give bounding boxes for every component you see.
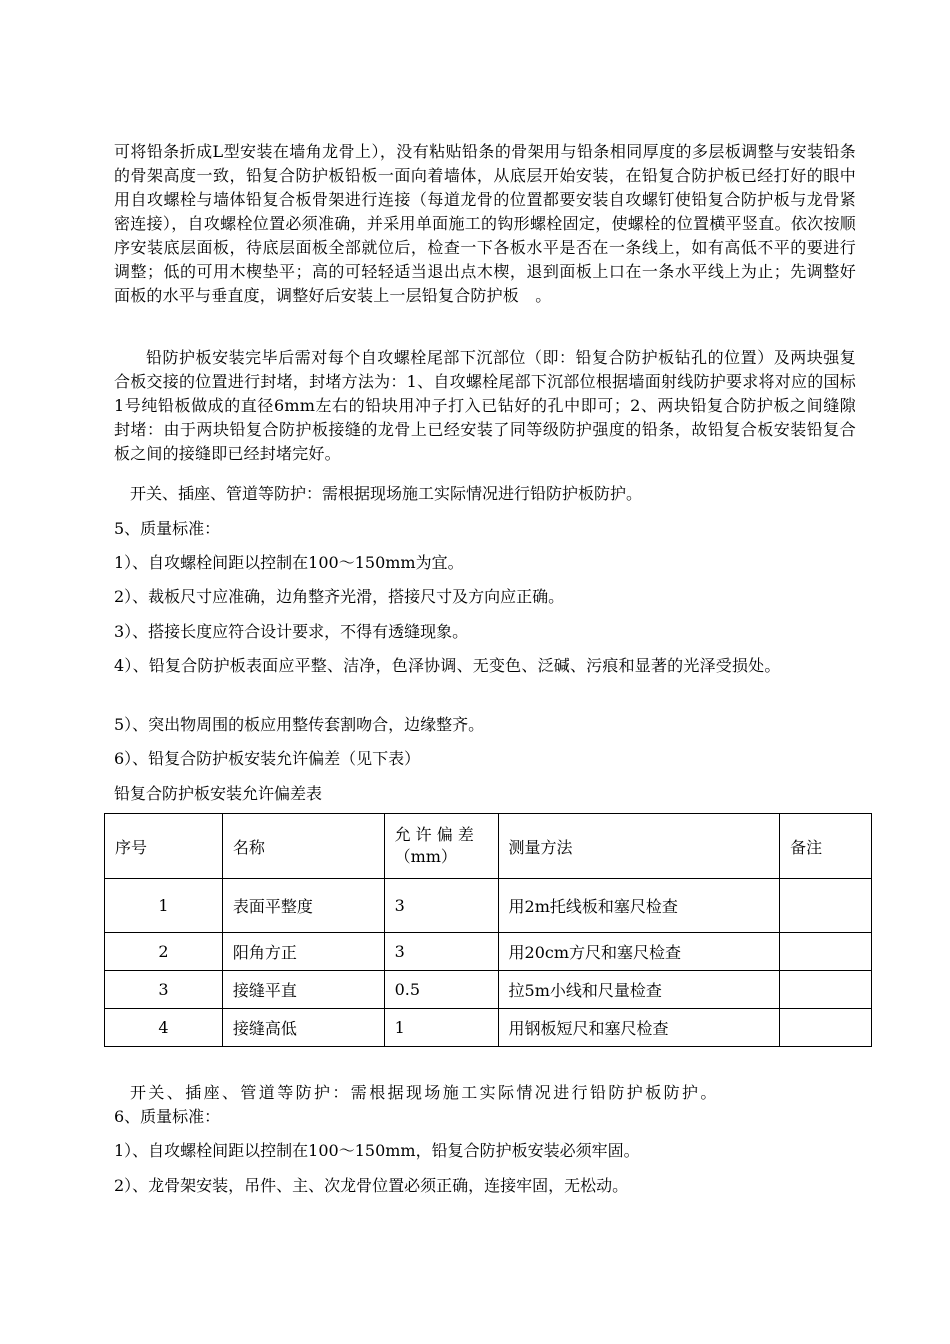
cell-method: 用钢板短尺和塞尺检查 (498, 1009, 780, 1047)
cell-method: 用20cm方尺和塞尺检查 (498, 933, 780, 971)
table-caption: 铅复合防护板安装允许偏差表 (114, 784, 323, 803)
cell-tolerance: 3 (384, 879, 498, 933)
quality-heading-6: 6、质量标准： (114, 1107, 221, 1126)
paragraph-switch-protection: 开关、插座、管道等防护：需根据现场施工实际情况进行铅防护板防护。 (130, 484, 643, 503)
cell-tolerance: 3 (384, 933, 498, 971)
table-row (105, 971, 872, 1009)
quality-heading-5: 5、质量标准： (114, 519, 221, 538)
cell-note (780, 933, 872, 971)
header-cell: 名称 (222, 814, 384, 879)
cell-name: 接缝平直 (222, 971, 384, 1009)
header-cell: 测量方法 (498, 814, 780, 879)
table-row (105, 1009, 872, 1047)
table-header-row (105, 814, 872, 879)
table-row (105, 879, 872, 933)
table-row (105, 933, 872, 971)
cell-index: 2 (105, 933, 223, 971)
header-cell: 序号 (105, 814, 223, 879)
quality-item: 5）、突出物周围的板应用整传套割吻合，边缘整齐。 (114, 715, 485, 734)
quality-item: 1）、自攻螺栓间距以控制在100～150mm为宜。 (114, 553, 464, 572)
cell-tolerance: 1 (384, 1009, 498, 1047)
quality-item: 3）、搭接长度应符合设计要求，不得有透缝现象。 (114, 622, 469, 641)
quality-item: 4）、铅复合防护板表面应平整、洁净，色泽协调、无变色、泛碱、污痕和显著的光泽受损处。 (114, 656, 781, 675)
paragraph-switch-protection-2: 开关、插座、管道等防护：需根据现场施工实际情况进行铅防护板防护。 (130, 1083, 719, 1102)
quality-item: 2）、裁板尺寸应准确，边角整齐光滑，搭接尺寸及方向应正确。 (114, 587, 565, 606)
cell-note (780, 879, 872, 933)
quality-item: 6）、铅复合防护板安装允许偏差（见下表） (114, 749, 421, 768)
cell-tolerance: 0.5 (384, 971, 498, 1009)
header-cell: 备注 (780, 814, 872, 879)
cell-name: 阳角方正 (222, 933, 384, 971)
cell-method: 用2m托线板和塞尺检查 (498, 879, 780, 933)
quality-item: 1）、自攻螺栓间距以控制在100～150mm，铅复合防护板安装必须牢固。 (114, 1141, 640, 1160)
paragraph-sealing: 铅防护板安装完毕后需对每个自攻螺栓尾部下沉部位（即：铅复合防护板钻孔的位置）及两块强复合板交接的位置进行封堵，封堵方法为：1、自攻螺栓尾部下沉部位根据墙面射线防护要求将对应的国标1号纯铅板做成的直径6mm左右的铅块用冲子打入已钻好的孔中即可；2、两块铅复合防护板之间缝隙封堵：由于两块铅复合防护板接缝的龙骨上已经安装了同等级防护强度的铅条，故铅复合板安装铅复合板之间的接缝即已经封堵完好。 (114, 348, 856, 463)
paragraph-installation: 可将铅条折成L型安装在墙角龙骨上），没有粘贴铅条的骨架用与铅条相同厚度的多层板调整与安装铅条的骨架高度一致，铅复合防护板铅板一面向着墙体，从底层开始安装，在铅复合防护板已经打好的眼中用自攻螺栓与墙体铅复合板骨架进行连接（每道龙骨的位置都要安装自攻螺钉使铅复合防护板与龙骨紧密连接），自攻螺栓位置必须准确，并采用单面施工的钩形螺栓固定，使螺栓的位置横平竖直。依次按顺序安装底层面板，待底层面板全部就位后，检查一下各板水平是否在一条线上，如有高低不平的要进行调整；低的可用木楔垫平；高的可轻轻适当退出点木楔，退到面板上口在一条水平线上为止；先调整好面板的水平与垂直度，调整好后安装上一层铅复合防护板 。 (114, 142, 856, 305)
cell-name: 接缝高低 (222, 1009, 384, 1047)
quality-item: 2）、龙骨架安装，吊件、主、次龙骨位置必须正确，连接牢固，无松动。 (114, 1176, 629, 1195)
cell-note (780, 1009, 872, 1047)
cell-method: 拉5m小线和尺量检查 (498, 971, 780, 1009)
header-cell: 允 许 偏 差（mm） (384, 814, 498, 879)
cell-index: 3 (105, 971, 223, 1009)
cell-note (780, 971, 872, 1009)
cell-name: 表面平整度 (222, 879, 384, 933)
cell-index: 1 (105, 879, 223, 933)
deviation-table (104, 813, 872, 1047)
cell-index: 4 (105, 1009, 223, 1047)
